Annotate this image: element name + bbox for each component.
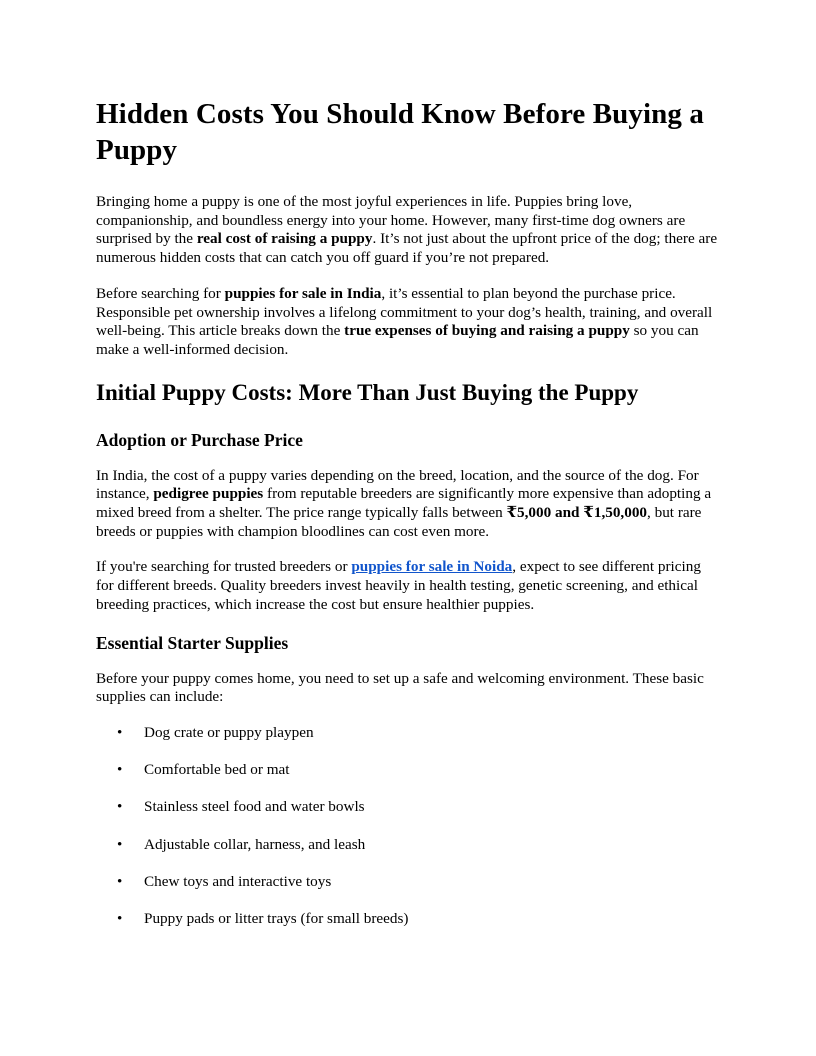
purchase-p1-text-c: , but rare breeds or puppies with champion bloodlines can cost even more. — [96, 504, 702, 540]
purchase-price-paragraph-2 — [96, 558, 720, 614]
list-item — [96, 873, 720, 892]
purchase-p2-text-a: If you're searching for trusted breeders or — [96, 558, 352, 576]
intro-p2-text-c: so you can make a well-informed decision. — [96, 322, 699, 358]
list-item-text: Dog crate or puppy playpen — [144, 723, 314, 741]
purchase-p1-bold-2: ₹5,000 and ₹1,50,000 — [506, 504, 648, 522]
bullet-icon: • — [117, 835, 123, 853]
starter-supplies-paragraph: Before your puppy comes home, you need to set up a safe and welcoming environment. These basic supplies can include: — [96, 669, 704, 706]
list-item-text: Adjustable collar, harness, and leash — [144, 835, 366, 853]
intro-p2-text-b: , it’s essential to plan beyond the purchase price. Responsible pet ownership involves a lifelong commitment to your dog’s health, training, and overall well-being. This article breaks down the — [96, 284, 713, 340]
intro-p1-bold: real cost of raising a puppy — [196, 230, 373, 248]
subheading-purchase-price: Adoption or Purchase Price — [96, 429, 303, 450]
subheading-starter-supplies: Essential Starter Supplies — [96, 632, 289, 653]
purchase-p1-text-a: In India, the cost of a puppy varies depending on the breed, location, and the source of the dog. For instance, — [96, 466, 699, 503]
section-heading-initial-costs: Initial Puppy Costs: More Than Just Buying the Puppy — [96, 379, 639, 405]
list-item-text: Comfortable bed or mat — [144, 761, 290, 779]
list-item-text: Chew toys and interactive toys — [144, 872, 332, 890]
bullet-icon: • — [117, 761, 123, 779]
page-title: Hidden Costs You Should Know Before Buying a Puppy — [96, 98, 704, 166]
list-item — [96, 761, 720, 780]
bullet-icon: • — [117, 872, 123, 890]
bullet-icon: • — [117, 909, 123, 927]
intro-paragraph-2 — [96, 285, 720, 360]
intro-paragraph-1 — [96, 193, 720, 268]
list-item — [96, 910, 720, 929]
list-item-text: Puppy pads or litter trays (for small breeds) — [144, 909, 409, 927]
puppies-noida-link[interactable]: puppies for sale in Noida — [351, 558, 513, 576]
intro-p2-text-a: Before searching for — [96, 284, 225, 302]
bullet-icon: • — [117, 723, 123, 741]
purchase-p2-text-b: , expect to see different pricing for different breeds. Quality breeders invest heavily in health testing, genetic screening, and ethical breeding practices, which increase the cost but ensure healthier puppies. — [96, 558, 701, 613]
intro-p1-text-a: Bringing home a puppy is one of the most joyful experiences in life. Puppies bring love, companionship, and boundless energy into your home. However, many first-time dog owners are surprised by the — [96, 193, 686, 248]
document-page — [96, 96, 720, 947]
purchase-price-paragraph-1 — [96, 467, 720, 542]
list-item-text: Stainless steel food and water bowls — [144, 798, 365, 816]
list-item — [96, 798, 720, 817]
purchase-p1-bold-1: pedigree puppies — [153, 485, 264, 503]
intro-p2-bold-2: true expenses of buying and raising a puppy — [344, 322, 630, 340]
intro-p2-bold-1: puppies for sale in India — [224, 284, 382, 302]
bullet-icon: • — [117, 798, 123, 816]
purchase-p1-text-b: from reputable breeders are significantly more expensive than adopting a mixed breed from a shelter. The price range typically falls between — [96, 485, 712, 522]
list-item — [96, 724, 720, 743]
intro-p1-text-b: . It’s not just about the upfront price of the dog; there are numerous hidden costs that can catch you off guard if you’re not prepared. — [96, 230, 718, 267]
supplies-list — [96, 724, 720, 929]
list-item — [96, 836, 720, 855]
